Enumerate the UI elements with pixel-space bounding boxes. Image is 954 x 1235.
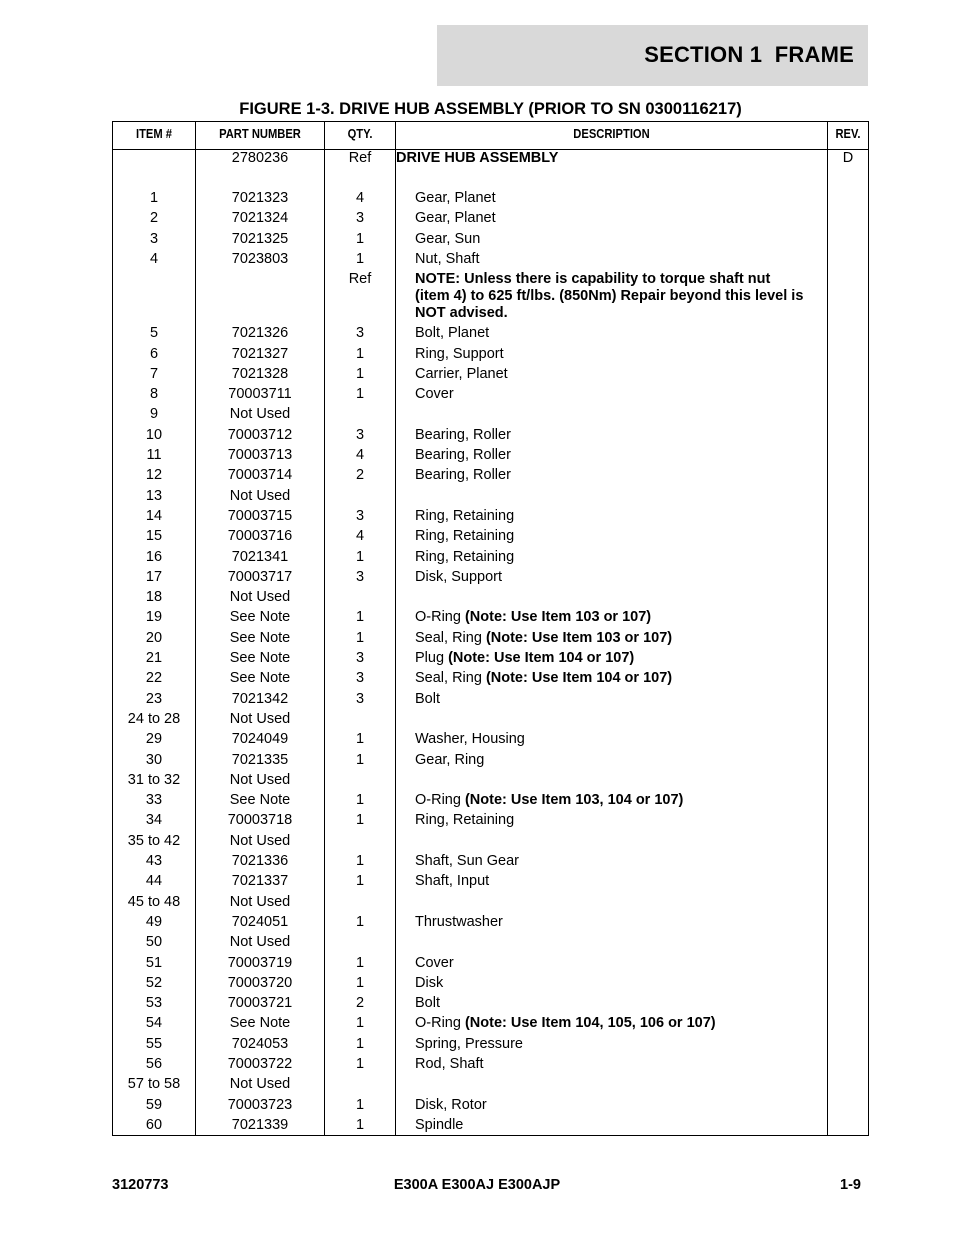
description-cell (396, 1015, 826, 1032)
item-number-cell: 34 (145, 812, 163, 829)
part-number-cell: 70003711 (228, 386, 292, 403)
description-text (396, 427, 826, 444)
footer-models: E300A E300AJ E300AJP (393, 1177, 561, 1193)
description-text (396, 190, 826, 207)
part-number-cell: 2780236 (231, 150, 289, 166)
item-number-cell: 7 (149, 365, 159, 382)
part-number-cell: 70003722 (227, 1056, 293, 1072)
part-number-cell: 70003717 (227, 568, 293, 585)
quantity-cell: 1 (355, 812, 365, 829)
part-number-cell: 7021337 (231, 873, 289, 890)
description-main: Ring, Retaining (415, 507, 515, 524)
description-main: Shaft, Sun Gear (415, 853, 519, 869)
description-cell (396, 190, 826, 207)
parts-table (112, 121, 869, 1136)
description-cell (396, 975, 826, 992)
part-number-cell: Not Used (229, 1076, 291, 1093)
description-cell (396, 549, 826, 566)
description-cell (396, 346, 826, 363)
description-main: Seal, Ring (415, 629, 482, 646)
description-note: (Note: Use Item 104 or 107) (485, 670, 673, 687)
quantity-cell: 1 (355, 954, 365, 971)
description-note: (Note: Use Item 104, 105, 106 or 107) (464, 1015, 716, 1032)
description-main: Disk, Rotor (415, 1096, 487, 1113)
description-cell (396, 467, 826, 484)
part-number-cell: 7021341 (231, 548, 289, 565)
quantity-cell: 3 (355, 426, 365, 443)
description-cell (396, 427, 826, 444)
quantity-cell: 2 (355, 995, 365, 1012)
description-text (396, 609, 826, 626)
description-text (396, 955, 826, 972)
item-number-cell: 54 (145, 1015, 163, 1032)
part-number-cell: See Note (229, 792, 291, 809)
part-number-cell: 7021336 (231, 853, 289, 869)
description-text (396, 366, 826, 383)
description-text (396, 549, 826, 566)
part-number-cell: 7021328 (231, 365, 289, 382)
description-main: DRIVE HUB ASSEMBLY (396, 150, 559, 166)
description-cell (396, 150, 826, 167)
description-cell (396, 1056, 826, 1073)
description-main: Ring, Retaining (415, 528, 515, 545)
description-cell (396, 325, 826, 342)
description-cell (396, 569, 826, 586)
description-cell (396, 528, 826, 545)
description-text (396, 569, 826, 586)
quantity-cell: 3 (355, 507, 365, 524)
description-text (396, 150, 826, 167)
quantity-cell: 1 (355, 365, 365, 382)
description-main: Spring, Pressure (415, 1035, 523, 1052)
part-number-cell: Not Used (229, 710, 291, 727)
item-number-cell: 59 (145, 1096, 163, 1113)
part-number-cell: Not Used (229, 406, 291, 423)
description-text (396, 731, 826, 748)
description-cell (396, 812, 826, 829)
item-number-cell: 31 to 32 (127, 771, 181, 788)
description-cell (396, 792, 826, 809)
description-cell (396, 447, 826, 464)
description-main: Disk (415, 974, 444, 991)
quantity-cell: 1 (355, 792, 365, 809)
description-cell (396, 1117, 826, 1134)
item-number-cell: 23 (145, 690, 163, 707)
description-main: Gear, Planet (415, 210, 496, 227)
item-number-cell: 15 (145, 528, 163, 545)
part-number-cell: See Note (229, 629, 291, 646)
description-text (396, 271, 806, 322)
item-number-cell: 8 (149, 386, 159, 403)
description-cell (396, 609, 826, 626)
header-part-number: PART NUMBER (219, 126, 301, 141)
item-number-cell: 22 (145, 670, 163, 687)
part-number-cell: 70003720 (227, 974, 293, 991)
quantity-cell: 1 (355, 230, 365, 247)
part-number-cell: See Note (229, 670, 291, 687)
part-number-cell: Not Used (229, 934, 291, 951)
description-cell (396, 630, 826, 647)
item-number-cell: 2 (149, 210, 159, 227)
quantity-cell: 1 (355, 1096, 365, 1113)
description-text (396, 1015, 826, 1032)
description-main: Gear, Sun (415, 230, 481, 247)
item-number-cell: 5 (149, 325, 159, 342)
description-main: Carrier, Planet (415, 365, 508, 382)
quantity-cell: 1 (355, 609, 365, 626)
description-main: Cover (415, 386, 454, 403)
item-number-cell: 21 (145, 650, 163, 666)
quantity-cell: 4 (355, 190, 365, 206)
description-note: (Note: Use Item 103 or 107) (464, 609, 652, 626)
revision-cell: D (842, 150, 854, 166)
quantity-cell: 1 (355, 974, 365, 991)
part-number-cell: 7021323 (231, 190, 289, 206)
item-number-cell: 45 to 48 (127, 893, 181, 910)
description-note: (Note: Use Item 104 or 107) (448, 650, 635, 666)
description-main: O-Ring (415, 1015, 461, 1032)
description-text (396, 792, 826, 809)
part-number-cell: 70003721 (227, 995, 293, 1012)
part-number-cell: 7024051 (231, 913, 289, 930)
description-text (396, 873, 826, 890)
item-number-cell: 53 (145, 995, 163, 1012)
description-text (396, 752, 826, 769)
quantity-cell: 2 (355, 467, 365, 484)
description-text (396, 670, 826, 687)
quantity-cell: 1 (355, 386, 365, 403)
item-number-cell: 60 (145, 1116, 163, 1133)
quantity-cell: 1 (355, 873, 365, 890)
description-cell (396, 508, 826, 525)
item-number-cell: 51 (145, 954, 163, 971)
description-main: Nut, Shaft (415, 250, 480, 267)
header-item: ITEM # (135, 126, 173, 141)
description-main: Thrustwasher (415, 913, 503, 930)
item-number-cell: 19 (145, 609, 163, 626)
quantity-cell: 3 (355, 568, 365, 585)
quantity-cell: 3 (355, 690, 365, 707)
description-cell (396, 853, 826, 870)
item-number-cell: 49 (145, 913, 163, 930)
description-cell (396, 210, 826, 227)
item-number-cell: 17 (145, 568, 163, 585)
item-number-cell: 29 (145, 731, 163, 748)
description-main: Washer, Housing (415, 731, 525, 748)
description-main: Disk, Support (415, 568, 503, 585)
quantity-cell: 1 (355, 853, 365, 869)
figure-title: FIGURE 1-3. DRIVE HUB ASSEMBLY (PRIOR TO SN 0300116217) (239, 100, 742, 118)
part-number-cell: 7021327 (231, 345, 289, 362)
description-cell (396, 873, 826, 890)
header-qty: QTY. (347, 126, 373, 141)
quantity-cell: 1 (355, 913, 365, 930)
part-number-cell: 70003718 (227, 812, 293, 829)
item-number-cell: 14 (145, 507, 163, 524)
description-text (396, 251, 826, 268)
description-text (396, 325, 826, 342)
description-cell (396, 366, 826, 383)
description-text (396, 386, 826, 403)
description-main: Gear, Planet (415, 190, 496, 206)
quantity-cell: 1 (355, 1116, 365, 1133)
description-text (396, 630, 826, 647)
part-number-cell: 7021325 (231, 230, 289, 247)
description-main: Bearing, Roller (415, 447, 511, 463)
item-number-cell: 43 (145, 853, 163, 869)
quantity-cell: 1 (355, 731, 365, 748)
header-description: DESCRIPTION (573, 126, 650, 141)
part-number-cell: 70003714 (227, 467, 293, 484)
item-number-cell: 55 (145, 1035, 163, 1052)
description-text (396, 975, 826, 992)
description-cell (396, 231, 826, 248)
item-number-cell: 16 (145, 548, 163, 565)
description-text (396, 508, 826, 525)
description-text (396, 812, 826, 829)
description-main: NOTE: Unless there is capability to torque shaft nut (item 4) to 625 ft/lbs. (850Nm) Repair beyond this level is NOT advised. (415, 271, 804, 322)
description-note: (Note: Use Item 103, 104 or 107) (464, 792, 684, 809)
quantity-cell: 4 (355, 447, 365, 463)
description-cell (396, 271, 806, 322)
description-main: Rod, Shaft (415, 1056, 484, 1072)
item-number-cell: 3 (149, 230, 159, 247)
quantity-cell: 3 (355, 210, 365, 227)
item-number-cell: 35 to 42 (127, 832, 181, 849)
item-number-cell: 56 (145, 1056, 163, 1072)
description-cell (396, 251, 826, 268)
quantity-cell: Ref (348, 150, 372, 166)
part-number-cell: 70003719 (227, 954, 293, 971)
item-number-cell: 12 (145, 467, 163, 484)
item-number-cell: 30 (145, 751, 163, 768)
description-main: Bolt (415, 690, 440, 707)
description-text (396, 691, 826, 708)
description-main: Shaft, Input (415, 873, 490, 890)
item-number-cell: 11 (146, 447, 162, 463)
description-text (396, 231, 826, 248)
description-cell (396, 386, 826, 403)
description-text (396, 210, 826, 227)
description-cell (396, 1036, 826, 1053)
quantity-cell: 3 (355, 325, 365, 342)
quantity-cell: 1 (355, 345, 365, 362)
header-rev: REV. (835, 126, 861, 141)
description-main: Seal, Ring (415, 670, 482, 687)
footer-page-number: 1-9 (840, 1177, 861, 1193)
part-number-cell: See Note (229, 1015, 291, 1032)
section-header-band (437, 25, 868, 86)
column-divider (827, 122, 828, 1135)
description-cell (396, 914, 826, 931)
quantity-cell: 1 (355, 1056, 365, 1072)
description-main: Spindle (415, 1116, 464, 1133)
part-number-cell: 7024049 (231, 731, 289, 748)
quantity-cell: 1 (355, 629, 365, 646)
item-number-cell: 20 (145, 629, 163, 646)
description-cell (396, 731, 826, 748)
quantity-cell: 4 (355, 528, 365, 545)
description-text (396, 467, 826, 484)
description-cell (396, 691, 826, 708)
description-main: O-Ring (415, 609, 461, 626)
quantity-cell: 1 (355, 548, 365, 565)
description-main: Ring, Retaining (415, 812, 515, 829)
description-cell (396, 995, 826, 1012)
description-main: Bearing, Roller (415, 426, 511, 443)
part-number-cell: Not Used (229, 589, 291, 606)
description-text (396, 1117, 826, 1134)
description-main: O-Ring (415, 792, 461, 809)
part-number-cell: 70003715 (227, 507, 293, 524)
part-number-cell: 7024053 (231, 1035, 289, 1052)
quantity-cell: 1 (355, 250, 365, 267)
quantity-cell: 1 (355, 1035, 365, 1052)
description-text (396, 995, 826, 1012)
item-number-cell: 24 to 28 (127, 710, 181, 727)
description-text (396, 1036, 826, 1053)
description-text (396, 447, 826, 464)
description-text (396, 650, 826, 667)
description-note: (Note: Use Item 103 or 107) (485, 629, 673, 646)
description-text (396, 914, 826, 931)
description-main: Bolt, Planet (415, 325, 490, 342)
description-text (396, 528, 826, 545)
part-number-cell: 7021326 (231, 325, 289, 342)
description-main: Ring, Retaining (415, 548, 515, 565)
item-number-cell: 10 (145, 426, 163, 443)
quantity-cell: Ref (348, 271, 372, 288)
item-number-cell: 6 (149, 345, 159, 362)
description-main: Plug (415, 650, 445, 666)
part-number-cell: 70003713 (227, 447, 293, 463)
item-number-cell: 13 (145, 487, 163, 504)
description-cell (396, 670, 826, 687)
item-number-cell: 33 (145, 792, 163, 809)
description-cell (396, 955, 826, 972)
description-cell (396, 650, 826, 667)
item-number-cell: 18 (145, 589, 163, 606)
item-number-cell: 1 (149, 190, 159, 206)
part-number-cell: 70003723 (227, 1096, 293, 1113)
description-main: Gear, Ring (415, 751, 485, 768)
description-main: Bolt (415, 995, 440, 1012)
description-text (396, 1056, 826, 1073)
part-number-cell: 7023803 (231, 250, 289, 267)
part-number-cell: See Note (229, 650, 291, 666)
description-text (396, 346, 826, 363)
part-number-cell: 7021342 (231, 690, 289, 707)
item-number-cell: 4 (149, 250, 159, 267)
description-cell (396, 752, 826, 769)
description-main: Ring, Support (415, 345, 504, 362)
quantity-cell: 1 (355, 1015, 365, 1032)
part-number-cell: 70003712 (227, 426, 293, 443)
footer-doc-number: 3120773 (112, 1177, 169, 1193)
description-main: Cover (415, 954, 454, 971)
part-number-cell: 70003716 (227, 528, 293, 545)
item-number-cell: 50 (145, 934, 163, 951)
quantity-cell: 3 (355, 650, 365, 666)
description-main: Bearing, Roller (415, 467, 511, 484)
part-number-cell: 7021339 (231, 1116, 289, 1133)
description-text (396, 1097, 826, 1114)
part-number-cell: Not Used (229, 832, 291, 849)
description-cell (396, 1097, 826, 1114)
part-number-cell: Not Used (229, 771, 291, 788)
section-title: SECTION 1 FRAME (644, 42, 854, 67)
item-number-cell: 57 to 58 (127, 1076, 181, 1093)
part-number-cell: Not Used (229, 487, 291, 504)
quantity-cell: 1 (355, 751, 365, 768)
description-text (396, 853, 826, 870)
quantity-cell: 3 (355, 670, 365, 687)
part-number-cell: 7021335 (231, 751, 289, 768)
part-number-cell: Not Used (229, 893, 291, 910)
item-number-cell: 44 (145, 873, 163, 890)
item-number-cell: 52 (145, 974, 163, 991)
part-number-cell: See Note (229, 609, 291, 626)
item-number-cell: 9 (149, 406, 159, 423)
part-number-cell: 7021324 (231, 210, 289, 227)
